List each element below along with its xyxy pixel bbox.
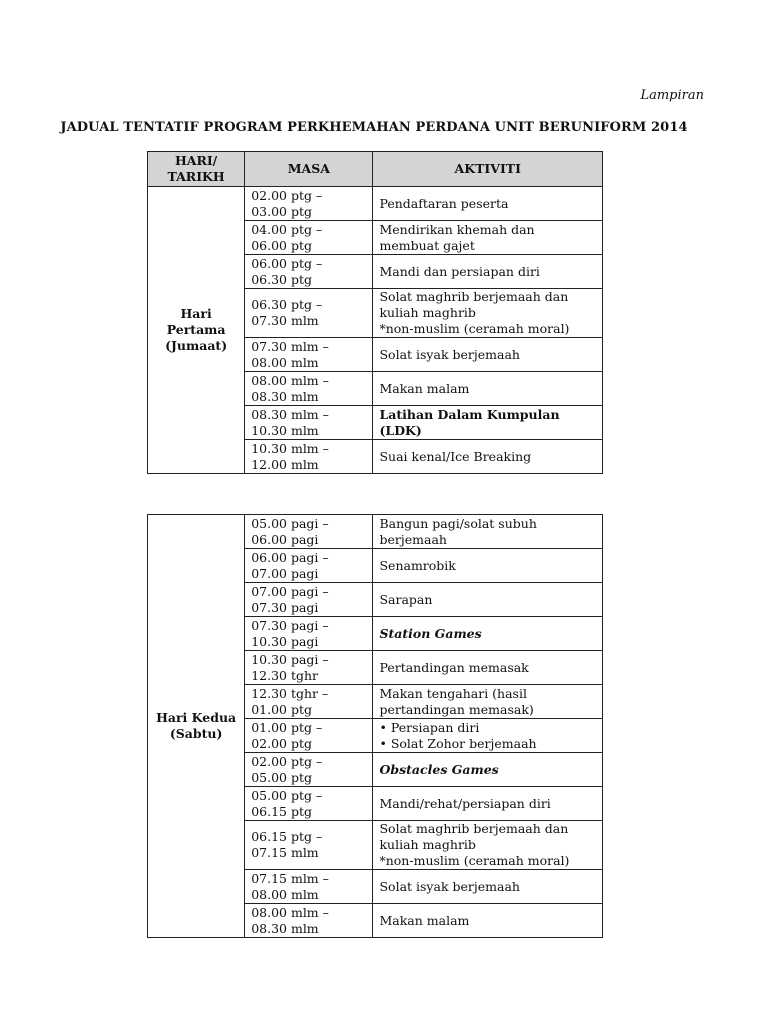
time-line: 06.00 ptg [251,237,312,253]
time-line: 07.00 pagi – [251,583,329,599]
activity-line: kuliah maghrib [379,305,476,320]
time-cell [245,187,373,221]
time-cell [245,753,373,787]
day-label-line: (Sabtu) [169,726,223,741]
time-line: 06.15 ptg – [251,829,323,844]
day-label [148,515,245,938]
time-cell [245,617,373,651]
activity-line: Bangun pagi/solat subuh [379,515,537,531]
time-line: 04.00 ptg – [251,221,323,237]
day-label-line: Hari [180,306,212,321]
activity-cell [373,719,603,753]
activity-cell [373,440,603,474]
attachment-label: Lampiran [640,88,704,103]
activity-line: Pendaftaran peserta [379,195,509,211]
activity-line: Senamrobik [379,557,456,573]
time-line: 07.30 pagi [251,599,319,615]
activity-cell [373,515,603,549]
activity-line: pertandingan memasak) [379,701,534,717]
time-cell [245,904,373,938]
time-line: 06.30 ptg – [251,297,323,312]
time-cell [245,685,373,719]
time-line: 10.30 pagi – [251,651,329,667]
activity-cell [373,821,603,870]
activity-line: Solat maghrib berjemaah dan [379,821,569,836]
time-cell [245,406,373,440]
activity-line: membuat gajet [379,237,475,253]
activity-cell [373,549,603,583]
activity-cell [373,583,603,617]
table-header-row [148,152,603,187]
time-line: 10.30 mlm – [251,440,329,456]
header-day [148,152,245,187]
time-line: 07.15 mlm [251,845,319,860]
activity-line: Station Games [379,625,482,641]
header-time: MASA [245,152,373,187]
activity-cell [373,685,603,719]
activity-line: Makan malam [379,912,470,928]
day-label-line: Hari Kedua [156,710,237,725]
time-cell [245,821,373,870]
schedule-table-day1 [147,151,603,474]
time-line: 12.30 tghr [251,667,319,683]
activity-line: Solat isyak berjemaah [379,346,520,362]
time-cell [245,221,373,255]
time-line: 05.00 pagi – [251,515,329,531]
time-line: 02.00 ptg – [251,753,323,769]
time-cell [245,870,373,904]
time-cell [245,515,373,549]
activity-cell [373,255,603,289]
activity-line: Mendirikan khemah dan [379,221,535,237]
activity-line: Makan malam [379,380,470,396]
activity-line: • Solat Zohor berjemaah [379,736,596,752]
table-row [148,515,603,549]
time-line: 08.00 mlm – [251,904,329,920]
activity-cell [373,372,603,406]
activity-line: • Persiapan diri [379,720,596,736]
time-line: 06.30 ptg [251,271,312,287]
activity-line: berjemaah [379,531,447,547]
day-label-line: Pertama [166,322,226,337]
time-line: 07.00 pagi [251,565,319,581]
time-cell [245,549,373,583]
activity-line: Latihan Dalam Kumpulan [379,406,560,422]
time-line: 10.30 mlm [251,422,319,438]
time-cell [245,583,373,617]
time-cell [245,440,373,474]
time-line: 06.00 ptg – [251,255,323,271]
activity-line: Pertandingan memasak [379,659,529,675]
time-cell [245,289,373,338]
activity-cell [373,904,603,938]
time-line: 03.00 ptg [251,203,312,219]
time-line: 08.30 mlm [251,920,319,936]
time-cell [245,338,373,372]
activity-line: *non-muslim (ceramah moral) [379,853,570,868]
time-line: 08.00 mlm – [251,372,329,388]
time-cell [245,255,373,289]
header-day-line1: HARI/ [174,153,218,168]
activity-cell [373,406,603,440]
schedule-table-day2 [147,514,603,938]
time-line: 01.00 ptg [251,701,312,717]
activity-line: Mandi/rehat/persiapan diri [379,795,551,811]
time-cell [245,719,373,753]
time-line: 07.15 mlm – [251,870,329,886]
time-line: 12.00 mlm [251,456,319,472]
time-line: 08.30 mlm – [251,406,329,422]
activity-cell [373,289,603,338]
time-line: 07.30 pagi – [251,617,329,633]
activity-cell [373,617,603,651]
activity-cell [373,221,603,255]
time-cell [245,651,373,685]
activity-line: Solat maghrib berjemaah dan [379,289,569,304]
time-line: 05.00 ptg – [251,787,323,803]
activity-line: kuliah maghrib [379,837,476,852]
header-activity: AKTIVITI [373,152,603,187]
activity-cell [373,187,603,221]
activity-line: Suai kenal/Ice Breaking [379,448,532,464]
time-line: 06.00 pagi [251,531,319,547]
activity-cell [373,870,603,904]
time-line: 08.00 mlm [251,354,319,370]
header-day-line2: TARIKH [167,169,225,184]
day-label-line: (Jumaat) [165,338,228,353]
time-line: 06.00 pagi – [251,549,329,565]
activity-line: Mandi dan persiapan diri [379,263,540,279]
time-line: 10.30 pagi [251,633,319,649]
activity-line: Makan tengahari (hasil [379,685,527,701]
time-line: 08.30 mlm [251,388,319,404]
time-cell [245,787,373,821]
table-row [148,187,603,221]
activity-line: Solat isyak berjemaah [379,878,520,894]
time-line: 02.00 ptg [251,735,312,751]
time-line: 05.00 ptg [251,769,312,785]
activity-cell [373,338,603,372]
activity-line: (LDK) [379,422,422,438]
time-line: 08.00 mlm [251,886,319,902]
time-cell [245,372,373,406]
time-line: 02.00 ptg – [251,187,323,203]
activity-cell [373,753,603,787]
time-line: 07.30 mlm [251,313,319,328]
time-line: 12.30 tghr – [251,685,329,701]
activity-line: *non-muslim (ceramah moral) [379,321,570,336]
time-line: 06.15 ptg [251,803,312,819]
activity-line: Obstacles Games [379,761,499,777]
activity-cell [373,787,603,821]
time-line: 01.00 ptg – [251,719,323,735]
activity-line: Sarapan [379,591,433,607]
time-line: 07.30 mlm – [251,338,329,354]
day-label [148,187,245,474]
document-title: JADUAL TENTATIF PROGRAM PERKHEMAHAN PERDANA UNIT BERUNIFORM 2014 [60,120,688,135]
activity-cell [373,651,603,685]
